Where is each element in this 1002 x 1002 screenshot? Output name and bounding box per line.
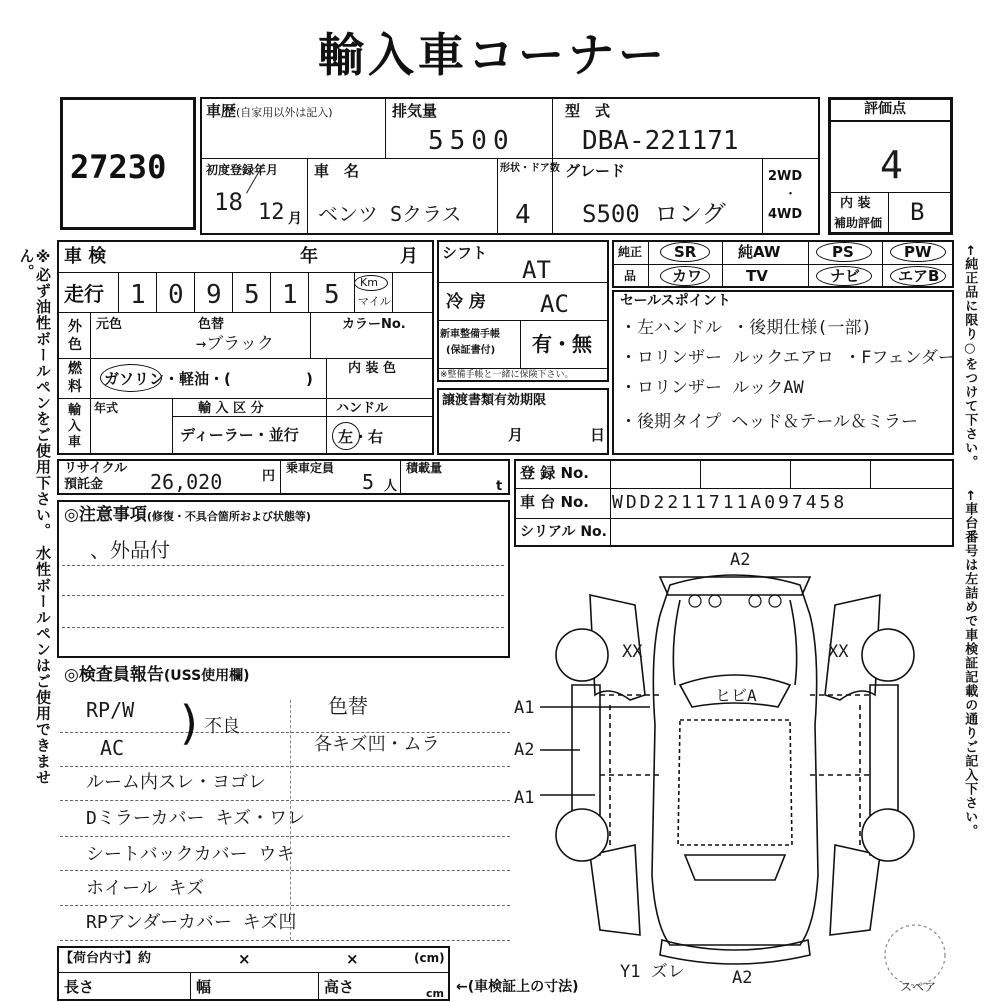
inspection-month: 月 [400,246,418,267]
inspector-line-5: 各キズ凹・ムラ [314,734,440,755]
maintenance-sub: (保証書付) [446,345,496,356]
maintenance-value: 有・無 [532,332,592,356]
exterior-label-1: 外 [68,319,82,335]
chassis-label: 車 台 No. [520,493,590,511]
interior-sub-label: 補助評価 [834,216,883,230]
model-code-value: DBA-221171 [582,126,739,156]
inspector-line-7: Dミラーカバー キズ・ワレ [86,808,305,829]
equip-tv: TV [746,267,768,285]
right-note-bottom: ←車台番号は左詰めで車検証記載の通りご記入下さい。 [962,490,978,838]
month-unit: 月 [288,211,302,227]
caution-handwritten: 、外品付 [90,538,170,562]
sales-point-1: ・左ハンドル ・後期仕様(一部) [620,318,872,338]
import-year-label: 年式 [94,401,119,415]
doors-label: 形状・ドア数 [500,163,560,174]
load-label: 積載量 [406,461,443,475]
displacement-label: 排気量 [392,102,438,120]
interior-value: B [910,198,925,226]
inspection-year: 年 [300,246,318,267]
cargo-width: 幅 [196,978,212,996]
color-no-label: カラーNo. [342,317,406,332]
inspector-line-6: ルーム内スレ・ヨゴレ [86,772,266,793]
mileage-digit-6: 5 [324,280,340,310]
grade-label: グレード [565,162,626,180]
mark-rear-right: A2 [732,968,753,988]
rating-label: 評価点 [864,101,906,117]
inspector-line-4: 色替 [328,694,368,718]
mark-a1-lower: A1 [514,788,535,808]
recycle-value: 26,020 [150,470,223,494]
inspector-label: ◎検査員報告(USS使用欄) [64,665,250,685]
first-registration-year: 18 [214,188,243,216]
drive-4wd: 4WD [768,207,803,222]
drive-dot: ・ [784,187,798,202]
mark-rear-left: Y1 ズレ [620,962,685,982]
shift-value: AT [522,256,551,284]
cargo-label: 【荷台内寸】約 [60,951,152,966]
aircon-label: 冷 房 [446,292,486,312]
changed-color-label: 色替 [198,317,225,332]
transfer-doc-label: 譲渡書類有効期限 [442,393,547,408]
interior-color-label: 内 装 色 [348,361,397,376]
first-registration-month: 12 [258,200,285,225]
maintenance-label: 新車整備手帳 [440,329,500,340]
grade-value: S500 ロング [582,200,726,228]
first-registration-label: 初度登録年月 [206,163,279,177]
equipment-label-2: 品 [624,269,637,283]
mileage-unit-km: Km [360,276,378,289]
mileage-digit-5: 1 [282,280,298,310]
mileage-digit-4: 5 [244,280,260,310]
recycle-label-2: 預託金 [64,477,104,492]
sales-point-4: ・後期タイプ ヘッド＆テール＆ミラー [620,412,919,432]
recycle-unit: 円 [262,469,276,484]
recycle-label-1: リサイクル [64,461,128,476]
import-label-2: 入 [68,419,82,434]
car-name-value: ベンツ Sクラス [318,202,462,226]
cargo-x1: × [238,950,251,968]
model-code-label: 型 式 [565,102,611,120]
mark-windscreen: ヒビA [715,686,757,705]
serial-label: シリアル No. [520,524,607,540]
mileage-digit-1: 1 [130,280,146,310]
interior-label: 内 装 [840,196,871,211]
transfer-doc-month: 月 [508,426,524,444]
sales-points-label: セールスポイント [620,293,731,309]
inspector-line-10: RPアンダーカバー キズ凹 [86,912,297,933]
handle-label: ハンドル [336,401,389,416]
rating-value: 4 [880,143,903,187]
left-note: ※必ず油性ボールペンをご使用下さい。 水性ボールペンはご使用できません。 [17,248,52,786]
maintenance-note: ※整備手帳と一緒に保険下さい。 [440,370,574,380]
lot-number: 27230 [70,148,167,186]
import-label-3: 車 [68,435,82,450]
chassis-value: WDD2211711A097458 [612,492,848,513]
inspector-line-3: 不良 [204,716,240,737]
equip-leather: カワ [672,267,703,285]
inspection-label: 車 検 [64,246,107,267]
cargo-cm: (cm) [414,951,445,965]
history-label: 車歴(自家用以外は記入) [206,102,333,120]
mark-left-wheel: XX [622,642,643,662]
mark-right-wheel: XX [828,642,849,662]
cargo-length: 長さ [64,978,95,996]
cargo-x2: × [346,950,359,968]
right-note-top: ←純正品に限り○をつけて下さい。 [962,245,978,469]
equip-navi: ナビ [830,267,861,285]
capacity-value: 5 [362,470,375,494]
capacity-label: 乗車定員 [286,461,335,475]
import-type-value: ディーラー・並行 [180,426,299,444]
caution-label: ◎注意事項(修復・不具合箇所および状態等) [64,505,311,525]
aircon-value: AC [540,290,569,318]
mark-spare: スペア [900,980,937,994]
mileage-unit-mile: マイル [358,295,391,308]
doors-value: 4 [515,200,531,230]
fuel-label-1: 燃 [68,361,82,377]
sales-point-3: ・ロリンザー ルックAW [620,378,804,398]
equip-ps: PS [832,243,854,261]
equipment-label-1: 純正 [618,245,643,259]
drive-2wd: 2WD [768,169,803,184]
exterior-label-2: 色 [68,337,82,353]
equip-sr: SR [674,243,697,261]
cargo-cm2: cm [426,987,444,1000]
page-title: 輸入車コーナー [318,28,668,82]
mark-a2-side: A2 [514,740,535,760]
equip-airbag: エアB [898,267,940,285]
equip-pw: PW [904,243,932,261]
fuel-label-2: 料 [68,379,82,395]
sales-point-2: ・ロリンザー ルックエアロ ・Fフェンダー [620,348,955,368]
brace-mark: ) [180,696,198,750]
capacity-unit: 人 [384,479,398,494]
transfer-doc-day: 日 [590,426,606,444]
cargo-note: ←(車検証上の寸法) [456,979,579,995]
mileage-digit-3: 9 [206,280,222,310]
import-type-label: 輸 入 区 分 [198,401,264,416]
inspector-line-9: ホイール キズ [86,878,205,899]
mark-front: A2 [730,550,751,570]
registration-label: 登 録 No. [520,464,590,482]
load-unit: t [496,479,503,494]
fuel-close: ) [306,370,313,388]
equip-aw: 純AW [738,243,781,261]
mileage-label: 走行 [64,282,104,306]
import-label-1: 輸 [68,403,82,418]
changed-color-value: →ブラック [196,334,274,354]
inspector-line-1: RP/W [86,698,135,722]
handle-value: 左・右 [338,428,384,446]
orig-color-label: 元色 [96,317,123,332]
mark-a1-upper: A1 [514,698,535,718]
fuel-options: ガソリン・軽油・( [104,370,231,388]
inspector-line-8: シートバックカバー ウキ [86,844,295,865]
shift-label: シフト [442,244,488,262]
displacement-value: 5500 [428,126,515,156]
cargo-height: 高さ [324,978,355,996]
inspector-line-2: AC [100,736,125,760]
car-name-label: 車 名 [314,162,360,180]
mileage-digit-2: 0 [168,280,184,310]
